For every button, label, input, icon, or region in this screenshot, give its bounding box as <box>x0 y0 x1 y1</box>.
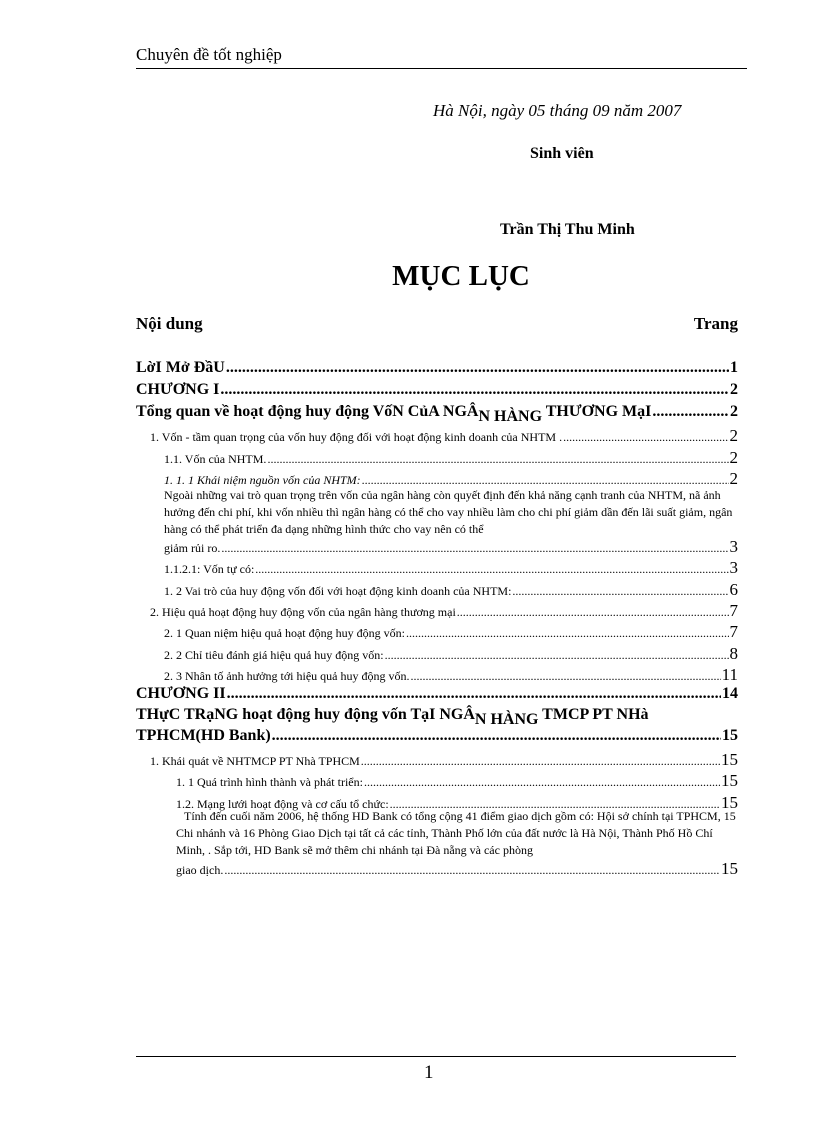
toc-entry[interactable] <box>136 359 738 377</box>
toc-entry-text: giảm rủi ro. <box>164 541 221 555</box>
toc-entry[interactable] <box>150 426 738 446</box>
toc-entry-text: 1.2. Mạng lưới hoạt động và cơ cấu tổ chức: <box>176 797 389 811</box>
toc-entry-page: 2 <box>730 403 738 420</box>
toc-entry-page: 2 <box>729 426 738 445</box>
toc-entry[interactable] <box>164 622 738 642</box>
toc-entry-page: 1 <box>730 359 738 376</box>
toc-entry-page: 15 <box>721 750 738 769</box>
toc-entry[interactable] <box>136 403 738 425</box>
toc-entry-text: 2. 3 Nhân tố ảnh hưởng tới hiệu quả huy động vốn. <box>164 669 410 683</box>
toc-entry-text: 1. Vốn - tầm quan trọng của vốn huy động đối với hoạt động kinh doanh của NHTM . <box>150 430 563 444</box>
toc-entry-page: 7 <box>729 601 738 620</box>
toc-entry-page: 15 <box>721 859 738 878</box>
toc-entry-text: 1. Khái quát về NHTMCP PT Nhà TPHCM <box>150 754 360 768</box>
toc-entry[interactable] <box>176 859 738 879</box>
footer-rule <box>136 1056 736 1057</box>
page-number: 1 <box>424 1062 434 1083</box>
toc-entry[interactable] <box>164 537 738 557</box>
toc-entry-page: 2 <box>729 448 738 467</box>
toc-entry-page: 3 <box>729 558 738 577</box>
toc-entry-page: 7 <box>729 622 738 641</box>
toc-entry[interactable] <box>150 750 738 770</box>
toc-entry-page: 15 <box>722 727 738 744</box>
signature-role: Sinh viên <box>530 145 594 162</box>
running-header: Chuyên đề tốt nghiệp <box>136 45 282 64</box>
toc-entry-text: 1. 1. 1 Khái niệm nguồn vốn của NHTM: <box>164 473 361 487</box>
toc-col-content: Nội dung <box>136 314 203 333</box>
toc-entry[interactable] <box>164 644 738 664</box>
toc-entry-text: 1.1. Vốn của NHTM. <box>164 452 267 466</box>
toc-entry-text: giao dịch. <box>176 863 224 877</box>
toc-entry-page: 8 <box>729 644 738 663</box>
signature-name: Trần Thị Thu Minh <box>500 221 635 238</box>
toc-entry-text: 2. Hiệu quả hoạt động huy động vốn của ngân hàng thương mại <box>150 605 456 619</box>
toc-entry-page: 11 <box>721 665 738 684</box>
signature-date: Hà Nội, ngày 05 tháng 09 năm 2007 <box>433 101 682 120</box>
toc-entry[interactable] <box>136 381 738 399</box>
toc-entry[interactable] <box>176 771 738 791</box>
toc-entry-page: 6 <box>729 580 738 599</box>
toc-entry[interactable] <box>136 685 738 703</box>
toc-entry-text: 1. 2 Vai trò của huy động vốn đối với hoạt động kinh doanh của NHTM: <box>164 584 512 598</box>
toc-entry-page: 14 <box>722 685 738 702</box>
toc-paragraph: Ngoài những vai trò quan trọng trên vốn của ngân hàng còn quyết định đến khả năng cạnh tranh của NHTM, nã ảnh hưởng đến chi phí, khi vốn nhiều thì ngân hàng có thể cho vay nhiều làm cho chi phí giảm dần đến lãi suất giảm, ngân hàng có thể phát triển đa dạng những hình thức cho vay nên có thể <box>164 488 733 536</box>
toc-entry-page: 2 <box>729 469 738 488</box>
toc-entry-page: 15 <box>721 793 738 812</box>
toc-entry-text: 1. 1 Quá trình hình thành và phát triển: <box>176 775 363 789</box>
toc-entry-page: 2 <box>730 381 738 398</box>
toc-entry[interactable] <box>164 469 738 489</box>
toc-entry[interactable] <box>150 601 738 621</box>
toc-entry-text: 1.1.2.1: Vốn tự có: <box>164 562 255 576</box>
toc-entry-page: 3 <box>729 537 738 556</box>
toc-entry[interactable] <box>164 665 738 685</box>
toc-paragraph: Tính đến cuối năm 2006, hệ thống HD Bank có tổng cộng 41 điểm giao dịch gồm có: Hội sở chính tại TPHCM, 15 Chi nhánh và 16 Phòng Giao Dịch tại tất cả các tỉnh, Thành Phố lớn của đất nước là Hà Nội, Thành Phố Hồ Chí Minh, . Sắp tới, HD Bank sẽ mở thêm chi nhánh tại Đà nẵng và các phòng <box>176 809 736 857</box>
toc-entry-text: TPHCM(HD Bank) <box>136 727 271 744</box>
toc-entry-text: Tổng quan về hoạt động huy động VốN CủA NGÂN HÀNG THƯƠNG MạI <box>136 403 652 425</box>
toc-entry[interactable] <box>136 727 738 745</box>
toc-entry[interactable] <box>164 448 738 468</box>
toc-entry[interactable] <box>164 580 738 600</box>
toc-entry-text: 2. 1 Quan niệm hiệu quả hoạt động huy động vốn: <box>164 626 405 640</box>
toc-entry-page: 15 <box>721 771 738 790</box>
toc-entry-text: 2. 2 Chỉ tiêu đánh giá hiệu quả huy động vốn: <box>164 648 384 662</box>
toc-entry-text: LờI Mở ĐầU <box>136 359 225 376</box>
toc-heading: MỤC LỤC <box>392 260 530 292</box>
toc-col-page: Trang <box>693 314 738 333</box>
toc-entry-text: CHƯƠNG I <box>136 381 220 398</box>
toc-entry[interactable] <box>164 558 738 578</box>
toc-entry-text: CHƯƠNG II <box>136 685 226 702</box>
header-rule <box>136 68 747 69</box>
toc-entry-text: THựC TRạNG hoạt động huy động vốn TạI NGÂN HÀNG TMCP PT NHà <box>136 706 649 728</box>
